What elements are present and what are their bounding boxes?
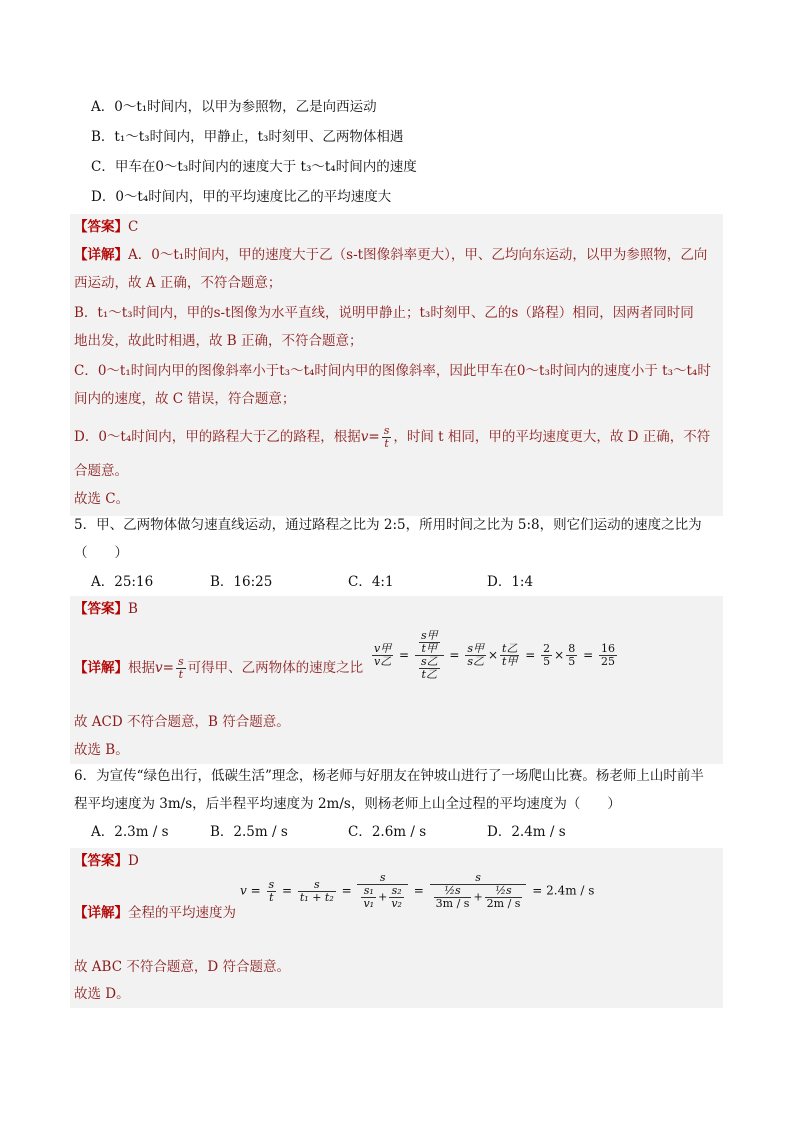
- answer-value: D: [128, 853, 139, 869]
- q6-option-d: D．2.4m / s: [487, 824, 566, 840]
- detail-tag: 【详解】: [74, 905, 128, 921]
- q4-option-b: B．t₁～t₃时间内，甲静止，t₃时刻甲、乙两物体相遇: [91, 129, 404, 145]
- q4-option-c: C．甲车在0～t₃时间内的速度大于 t₃～t₄时间内的速度: [91, 159, 417, 175]
- answer-value: B: [128, 601, 138, 617]
- detail-text: ，时间 t 相同，甲的平均速度更大，故 D 正确，不符: [393, 429, 711, 445]
- detail-text: D．0～t₄时间内，甲的路程大于乙的路程，根据: [74, 429, 361, 445]
- q4-option-d: D．0～t₄时间内，甲的平均速度比乙的平均速度大: [91, 189, 392, 205]
- detail-text: 可得甲、乙两物体的速度之比: [187, 660, 364, 676]
- q6-option-c: C．2.6m / s: [348, 824, 427, 840]
- fraction-result: $\frac{16}{25}$: [600, 642, 615, 668]
- detail-text: 根据: [128, 660, 155, 676]
- fraction-s-over-t: $\frac{s}{t}$: [177, 655, 184, 681]
- q5-option-c: C．4:1: [348, 574, 394, 590]
- q6-option-a: A．2.3m / s: [91, 824, 169, 840]
- q5-option-d: D．1:4: [487, 574, 534, 590]
- q4-detail-line-6: 间内的速度，故 C 错误，符合题意；: [74, 391, 296, 407]
- q4-detail-line-4: 地出发，故此时相遇，故 B 正确，不符合题意；: [74, 333, 363, 349]
- q5-detail-line-2: 故 ACD 不符合题意，B 符合题意。: [74, 714, 290, 730]
- q4-option-a: A．0～t₁时间内，以甲为参照物，乙是向西运动: [91, 99, 377, 115]
- q5-stem-line-1: 5．甲、乙两物体做匀速直线运动，通过路程之比为 2:5，所用时间之比为 5:8，则它们运动的速度之比为: [74, 517, 702, 533]
- answer-tag: 【答案】: [74, 601, 128, 617]
- fraction-t-ratio: $\frac{\text{t乙}}{\text{t甲}}$: [502, 642, 518, 668]
- answer-tag: 【答案】: [74, 219, 128, 235]
- q5-detail-line-1: 【详解】根据v= $\frac{s}{t}$ 可得甲、乙两物体的速度之比: [74, 655, 364, 681]
- fraction-large: s $\frac{\text{½s}}{3m / s}$ + $\frac{\text{½s}}{2m / s}$: [430, 872, 527, 910]
- detail-tag: 【详解】: [74, 660, 128, 676]
- q5-ratio-formula: $\frac{\text{v甲}}{\text{v乙}}$ = $\frac{\frac{\text{s甲}}{\text{t甲}}}{\frac{\text{s乙}}{\text{t乙}}}$ = $\frac{\text{s甲}}{\text{s乙}}$ × $\frac{\text{t乙}}{\text{t甲}}$ = $\frac{2}{5}$ × $\frac{8}{5}$ = $\frac{16}{25}$: [374, 629, 615, 681]
- fraction-v-ratio: $\frac{\text{v甲}}{\text{v乙}}$: [374, 642, 392, 668]
- q6-detail-line-3: 故选 D。: [74, 986, 130, 1002]
- q4-detail-line-3: B．t₁～t₃时间内，甲的s-t图像为水平直线，说明甲静止；t₃时刻甲、乙的s（路程）相同，因两者同时同: [74, 305, 694, 321]
- q4-detail-line-1: [74, 246, 707, 264]
- q5-option-b: B．16:25: [210, 574, 273, 590]
- fraction-s-over-t: $\frac{s}{t}$: [383, 424, 390, 450]
- q4-detail-line-9: 故选 C。: [74, 491, 130, 507]
- q6-option-b: B．2.5m / s: [210, 824, 288, 840]
- q5-option-a: A．25:16: [91, 574, 154, 590]
- fraction-nested: $\frac{\frac{\text{s甲}}{\text{t甲}}}{\frac{\text{s乙}}{\text{t乙}}}$: [415, 630, 444, 681]
- q4-detail-line-5: C．0～t₁时间内甲的图像斜率小于t₃～t₄时间内甲的图像斜率，因此甲车在0～t₃时间内的速度小于 t₃～t₄时: [74, 363, 711, 379]
- formula-result: = 2.4m / s: [532, 883, 595, 898]
- q6-answer: [74, 852, 139, 870]
- q4-detail-line-7: D．0～t₄时间内，甲的路程大于乙的路程，根据v= $\frac{s}{t}$ ，时间 t 相同，甲的平均速度更大，故 D 正确，不符: [74, 424, 711, 450]
- q5-answer: [74, 600, 138, 618]
- q4-answer: [74, 218, 138, 236]
- answer-value: C: [128, 219, 139, 235]
- detail-text: 全程的平均速度为: [128, 905, 236, 921]
- q5-detail-line-3: 故选 B。: [74, 742, 129, 758]
- q4-detail-line-8: 合题意。: [74, 463, 128, 479]
- q6-stem-line-2: 程平均速度为 3m/s，后半程平均速度为 2m/s，则杨老师上山全过程的平均速度为（ ）: [74, 796, 621, 812]
- detail-text: A．0～t₁时间内，甲的速度大于乙（s-t图像斜率更大），甲、乙均向东运动，以甲为参照物，乙向: [128, 247, 708, 263]
- q5-stem-line-2: （ ）: [74, 545, 128, 561]
- q4-detail-line-2: 西运动，故 A 正确，不符合题意；: [74, 275, 282, 291]
- formula-v: v: [360, 429, 369, 445]
- q6-detail-line-2: 故 ABC 不符合题意，D 符合题意。: [74, 959, 290, 975]
- q6-stem-line-1: 6．为宣传“绿色出行，低碳生活”理念，杨老师与好朋友在钟坡山进行了一场爬山比赛。杨老师上山时前半: [74, 768, 704, 784]
- detail-tag: 【详解】: [74, 247, 128, 263]
- q6-detail-line-1: [74, 904, 236, 922]
- q6-average-speed-formula: v = $\frac{s}{t}$ = $\frac{s}{\text{t₁ + t₂}}$ = s $\frac{\text{s₁}}{\text{v₁}}$ + $\frac{\text{s₂}}{\text{v₂}}$ = s $\frac{\text{½s}}{3m / s}$ + $\frac{\text{½s}}{2m / s}$ = 2.4m / s: [240, 871, 595, 910]
- answer-tag: 【答案】: [74, 853, 128, 869]
- fraction-s-ratio: $\frac{\text{s甲}}{\text{s乙}}$: [467, 642, 484, 668]
